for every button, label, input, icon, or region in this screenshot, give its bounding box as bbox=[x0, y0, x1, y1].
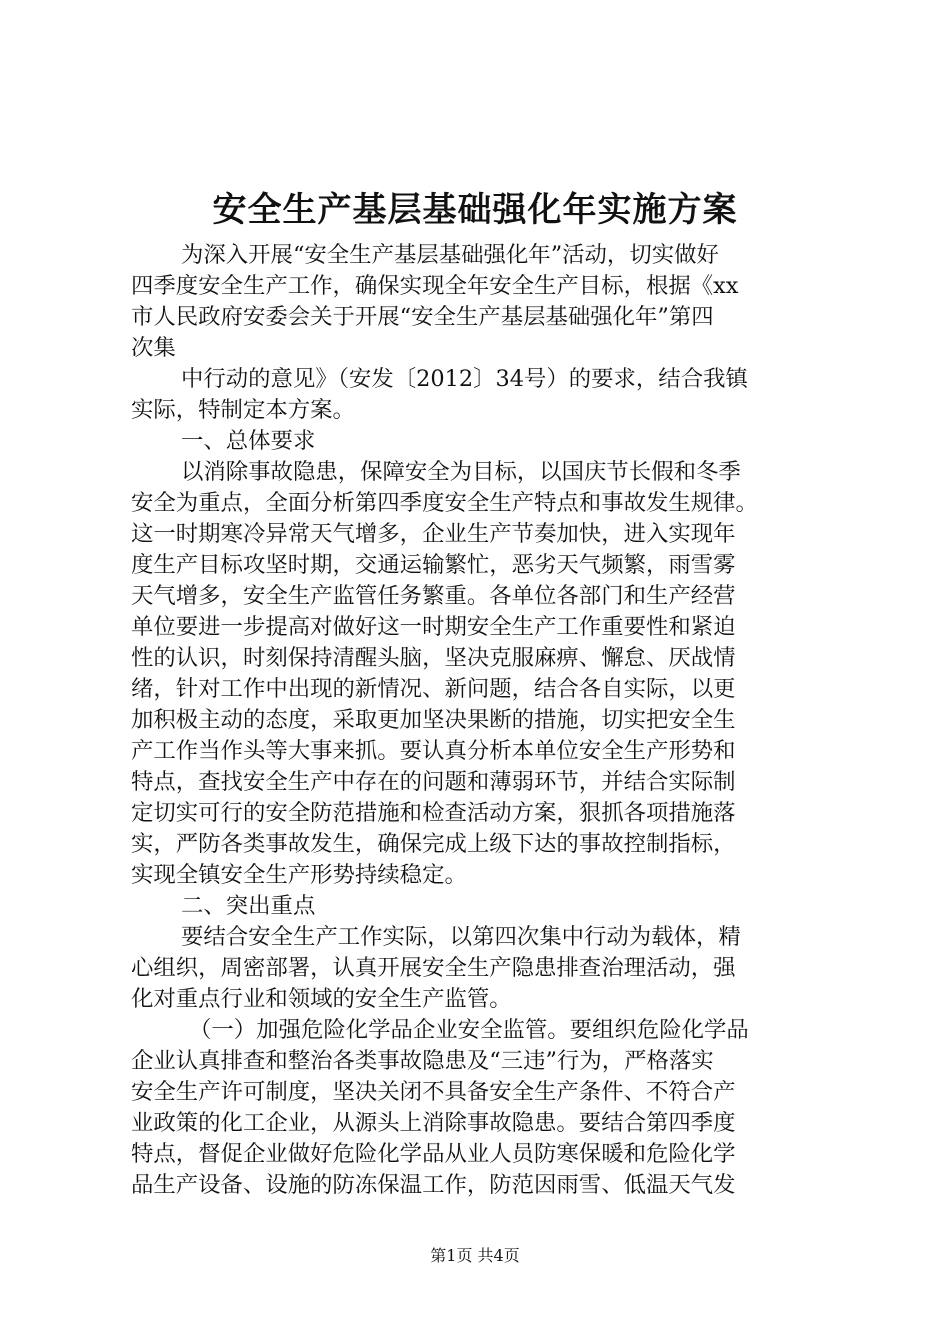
text-line: 企业认真排查和整治各类事故隐患及“三违”行为，严格落实 bbox=[131, 1048, 714, 1074]
document-title: 安全生产基层基础强化年实施方案 bbox=[212, 190, 738, 230]
text-line: 性的认识，时刻保持清醒头脑，坚决克服麻痹、懈怠、厌战情 bbox=[131, 645, 736, 671]
page-footer: 第1页 共4页 bbox=[430, 1246, 520, 1265]
text-line: 加积极主动的态度，采取更加坚决果断的措施，切实把安全生 bbox=[131, 707, 736, 733]
section-heading: 二、突出重点 bbox=[181, 893, 316, 919]
text-line: 实际，特制定本方案。 bbox=[131, 397, 355, 423]
text-line: 安全为重点，全面分析第四季度安全生产特点和事故发生规律。 bbox=[131, 490, 758, 516]
document-body bbox=[131, 240, 833, 1201]
text-line: 以消除事故隐患，保障安全为目标，以国庆节长假和冬季 bbox=[181, 459, 741, 485]
subsection-line: （一）加强危险化学品企业安全监管。要组织危险化学品 bbox=[189, 1017, 749, 1043]
text-line: 这一时期寒冷异常天气增多，企业生产节奏加快，进入实现年 bbox=[131, 521, 736, 547]
text-line: 实现全镇安全生产形势持续稳定。 bbox=[131, 862, 467, 888]
text-line: 中行动的意见》（安发〔2012〕34号）的要求，结合我镇 bbox=[181, 366, 748, 392]
text-line: 产工作当作头等大事来抓。要认真分析本单位安全生产形势和 bbox=[131, 738, 736, 764]
text-line: 天气增多，安全生产监管任务繁重。各单位各部门和生产经营 bbox=[131, 583, 736, 609]
section-heading: 一、总体要求 bbox=[181, 428, 316, 454]
text-line: 定切实可行的安全防范措施和检查活动方案，狠抓各项措施落 bbox=[131, 800, 736, 826]
text-line: 化对重点行业和领域的安全生产监管。 bbox=[131, 986, 512, 1012]
text-line: 度生产目标攻坚时期，交通运输繁忙，恶劣天气频繁，雨雪雾 bbox=[131, 552, 736, 578]
text-line: 实，严防各类事故发生，确保完成上级下达的事故控制指标， bbox=[131, 831, 736, 857]
text-line: 业政策的化工企业，从源头上消除事故隐患。要结合第四季度 bbox=[131, 1110, 736, 1136]
text-line: 次集 bbox=[131, 335, 176, 361]
text-line: 心组织，周密部署，认真开展安全生产隐患排查治理活动，强 bbox=[131, 955, 736, 981]
text-line: 单位要进一步提高对做好这一时期安全生产工作重要性和紧迫 bbox=[131, 614, 736, 640]
text-line: 为深入开展“安全生产基层基础强化年”活动，切实做好 bbox=[181, 242, 719, 268]
text-line: 安全生产许可制度，坚决关闭不具备安全生产条件、不符合产 bbox=[131, 1079, 736, 1105]
text-line: 绪，针对工作中出现的新情况、新问题，结合各自实际，以更 bbox=[131, 676, 736, 702]
text-line: 品生产设备、设施的防冻保温工作，防范因雨雪、低温天气发 bbox=[131, 1172, 736, 1198]
text-line: 特点，督促企业做好危险化学品从业人员防寒保暖和危险化学 bbox=[131, 1141, 736, 1167]
text-line: 特点，查找安全生产中存在的问题和薄弱环节，并结合实际制 bbox=[131, 769, 736, 795]
text-line: 要结合安全生产工作实际，以第四次集中行动为载体，精 bbox=[181, 924, 741, 950]
text-line: 四季度安全生产工作，确保实现全年安全生产目标，根据《xx bbox=[131, 273, 739, 299]
text-line: 市人民政府安委会关于开展“安全生产基层基础强化年”第四 bbox=[131, 304, 714, 330]
